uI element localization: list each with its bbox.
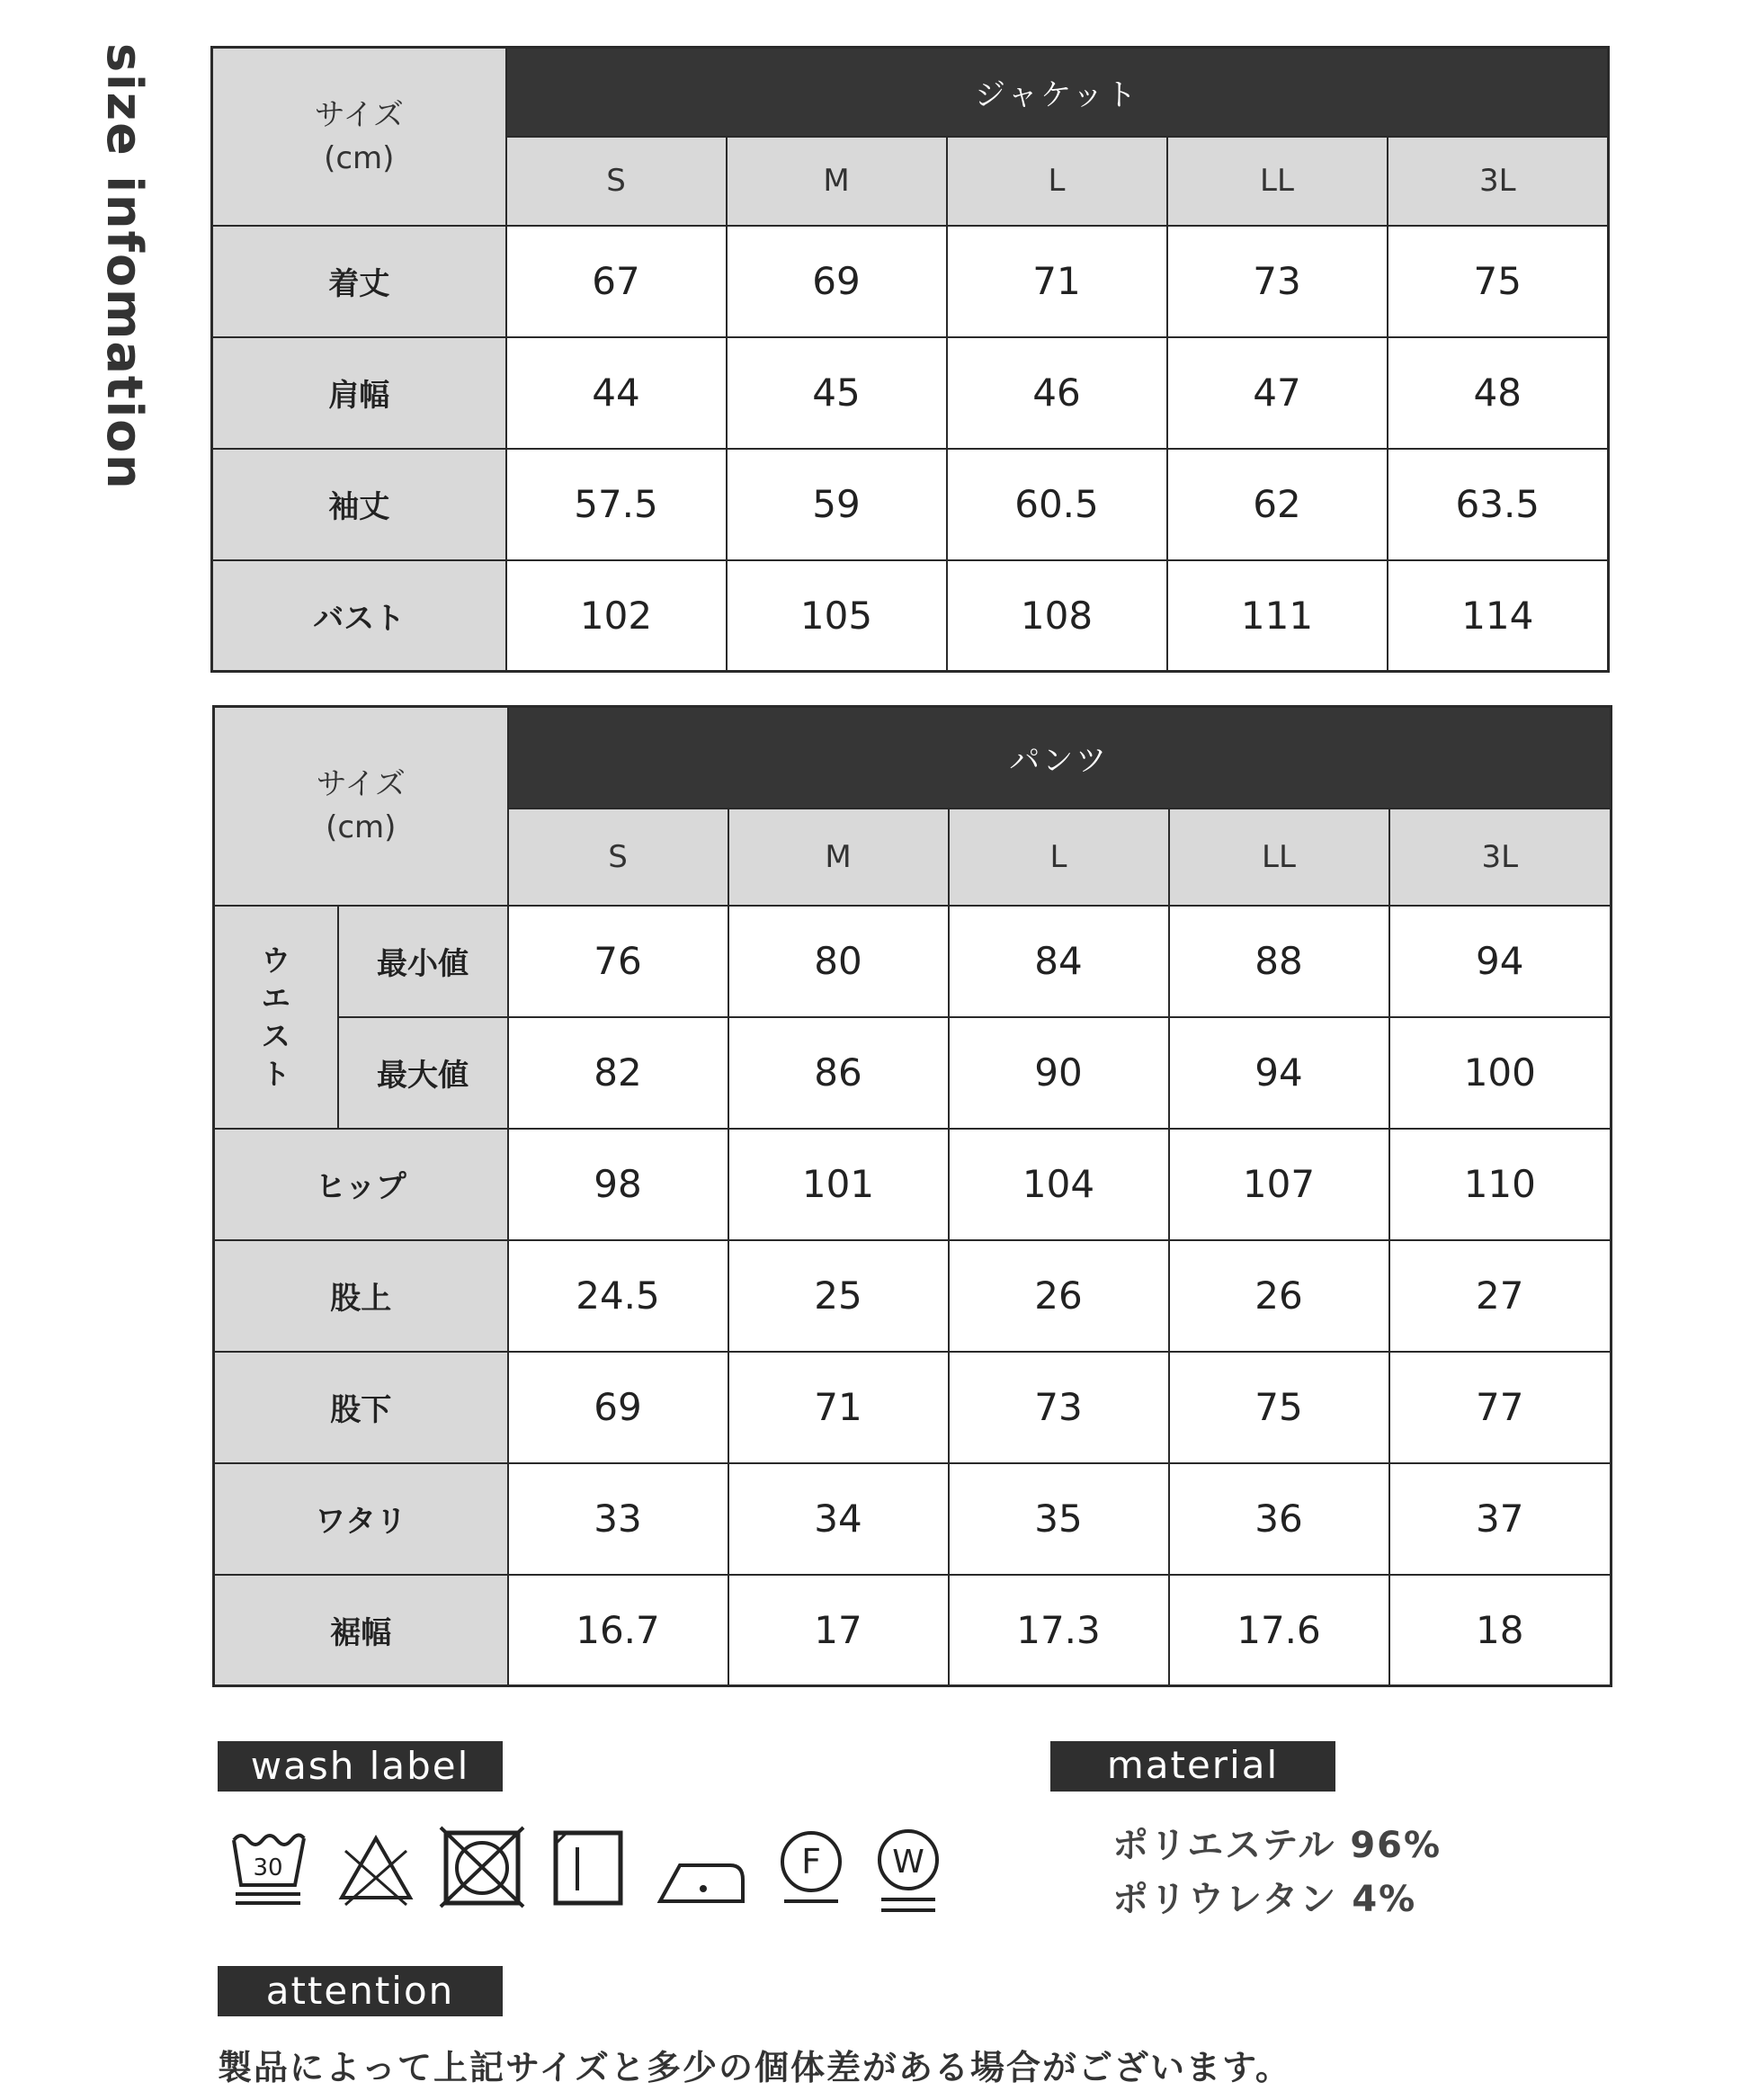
table-row xyxy=(212,560,1609,672)
value-cell: 18 xyxy=(1389,1575,1612,1686)
jacket-corner-cell xyxy=(212,48,506,226)
size-header-cell: S xyxy=(508,809,728,906)
value-cell: 25 xyxy=(728,1240,949,1352)
value-cell: 71 xyxy=(947,226,1167,337)
value-cell: 104 xyxy=(949,1129,1169,1240)
corner-unit: (cm) xyxy=(326,809,397,846)
value-cell: 17 xyxy=(728,1575,949,1686)
value-cell: 47 xyxy=(1167,337,1388,449)
value-cell: 36 xyxy=(1169,1463,1389,1575)
material-list xyxy=(1112,1819,1442,1926)
value-cell: 86 xyxy=(728,1017,949,1129)
value-cell: 37 xyxy=(1389,1463,1612,1575)
pants-corner-cell xyxy=(214,707,508,906)
row-label: ワタリ xyxy=(214,1463,508,1575)
size-header-cell: M xyxy=(727,137,947,226)
value-cell: 101 xyxy=(728,1129,949,1240)
wet-clean-w-icon xyxy=(872,1826,944,1919)
value-cell: 26 xyxy=(1169,1240,1389,1352)
attention-text: 製品によって上記サイズと多少の個体差がある場合がございます。 xyxy=(218,2048,1291,2087)
pants-size-table xyxy=(212,705,1612,1687)
value-cell: 98 xyxy=(508,1129,728,1240)
jacket-group-header: ジャケット xyxy=(506,48,1609,137)
value-cell: 67 xyxy=(506,226,727,337)
value-cell: 82 xyxy=(508,1017,728,1129)
svg-text:30: 30 xyxy=(253,1854,283,1881)
value-cell: 69 xyxy=(727,226,947,337)
row-label: 着丈 xyxy=(212,226,506,337)
table-row xyxy=(212,226,1609,337)
table-row xyxy=(212,449,1609,560)
row-label: ヒップ xyxy=(214,1129,508,1240)
value-cell: 45 xyxy=(727,337,947,449)
value-cell: 71 xyxy=(728,1352,949,1463)
material-line: ポリエステル 96% xyxy=(1112,1825,1442,1866)
size-header-cell: L xyxy=(949,809,1169,906)
table-row xyxy=(214,1575,1612,1686)
value-cell: 26 xyxy=(949,1240,1169,1352)
value-cell: 35 xyxy=(949,1463,1169,1575)
corner-label: サイズ xyxy=(314,96,404,133)
row-label: 袖丈 xyxy=(212,449,506,560)
row-label: 股上 xyxy=(214,1240,508,1352)
drip-dry-shade-icon xyxy=(550,1826,626,1908)
table-row xyxy=(214,1352,1612,1463)
size-header-cell: 3L xyxy=(1389,809,1612,906)
value-cell: 94 xyxy=(1169,1017,1389,1129)
value-cell: 76 xyxy=(508,906,728,1017)
value-cell: 48 xyxy=(1388,337,1609,449)
waist-label-char: ト xyxy=(261,1056,290,1091)
value-cell: 60.5 xyxy=(947,449,1167,560)
no-tumble-dry-icon xyxy=(439,1826,525,1908)
value-cell: 73 xyxy=(949,1352,1169,1463)
value-cell: 27 xyxy=(1389,1240,1612,1352)
size-header-cell: M xyxy=(728,809,949,906)
row-label: 最小値 xyxy=(338,906,508,1017)
svg-text:F: F xyxy=(801,1842,821,1881)
size-header-cell: 3L xyxy=(1388,137,1609,226)
row-label: 裾幅 xyxy=(214,1575,508,1686)
size-header-cell: S xyxy=(506,137,727,226)
waist-label-char: ス xyxy=(261,1018,290,1053)
value-cell: 94 xyxy=(1389,906,1612,1017)
dry-clean-f-icon xyxy=(775,1826,847,1908)
table-row xyxy=(214,1463,1612,1575)
waist-label-char: ウ xyxy=(261,943,290,978)
value-cell: 100 xyxy=(1389,1017,1612,1129)
side-title-text: size infomation xyxy=(96,43,153,491)
value-cell: 62 xyxy=(1167,449,1388,560)
corner-unit: (cm) xyxy=(324,139,395,176)
no-bleach-icon xyxy=(335,1826,417,1908)
pants-group-header: パンツ xyxy=(508,707,1612,809)
size-header-cell: LL xyxy=(1167,137,1388,226)
value-cell: 110 xyxy=(1389,1129,1612,1240)
value-cell: 17.6 xyxy=(1169,1575,1389,1686)
jacket-size-table xyxy=(210,46,1610,673)
size-header-cell: LL xyxy=(1169,809,1389,906)
row-label: 股下 xyxy=(214,1352,508,1463)
value-cell: 88 xyxy=(1169,906,1389,1017)
row-label: バスト xyxy=(212,560,506,672)
value-cell: 44 xyxy=(506,337,727,449)
wash-label-heading: wash label xyxy=(218,1741,503,1792)
value-cell: 75 xyxy=(1388,226,1609,337)
value-cell: 108 xyxy=(947,560,1167,672)
value-cell: 16.7 xyxy=(508,1575,728,1686)
value-cell: 24.5 xyxy=(508,1240,728,1352)
waist-label xyxy=(214,906,338,1129)
row-label: 最大値 xyxy=(338,1017,508,1129)
value-cell: 105 xyxy=(727,560,947,672)
value-cell: 102 xyxy=(506,560,727,672)
svg-text:W: W xyxy=(892,1844,924,1881)
table-row xyxy=(214,906,1612,1017)
attention-heading: attention xyxy=(218,1966,503,2016)
size-header-cell: L xyxy=(947,137,1167,226)
value-cell: 73 xyxy=(1167,226,1388,337)
value-cell: 114 xyxy=(1388,560,1609,672)
material-heading: material xyxy=(1050,1741,1335,1792)
low-iron-icon xyxy=(656,1826,750,1908)
corner-label: サイズ xyxy=(316,766,406,803)
table-row xyxy=(214,1129,1612,1240)
material-line: ポリウレタン 4% xyxy=(1112,1879,1417,1920)
value-cell: 111 xyxy=(1167,560,1388,672)
table-row xyxy=(212,337,1609,449)
value-cell: 75 xyxy=(1169,1352,1389,1463)
table-row xyxy=(214,1240,1612,1352)
value-cell: 90 xyxy=(949,1017,1169,1129)
value-cell: 69 xyxy=(508,1352,728,1463)
value-cell: 80 xyxy=(728,906,949,1017)
row-label: 肩幅 xyxy=(212,337,506,449)
waist-label-char: エ xyxy=(261,980,290,1015)
wash-30-icon xyxy=(227,1826,309,1908)
value-cell: 33 xyxy=(508,1463,728,1575)
value-cell: 59 xyxy=(727,449,947,560)
value-cell: 107 xyxy=(1169,1129,1389,1240)
value-cell: 77 xyxy=(1389,1352,1612,1463)
side-title xyxy=(96,43,160,493)
value-cell: 34 xyxy=(728,1463,949,1575)
table-row xyxy=(214,1017,1612,1129)
value-cell: 46 xyxy=(947,337,1167,449)
value-cell: 57.5 xyxy=(506,449,727,560)
value-cell: 84 xyxy=(949,906,1169,1017)
value-cell: 63.5 xyxy=(1388,449,1609,560)
value-cell: 17.3 xyxy=(949,1575,1169,1686)
